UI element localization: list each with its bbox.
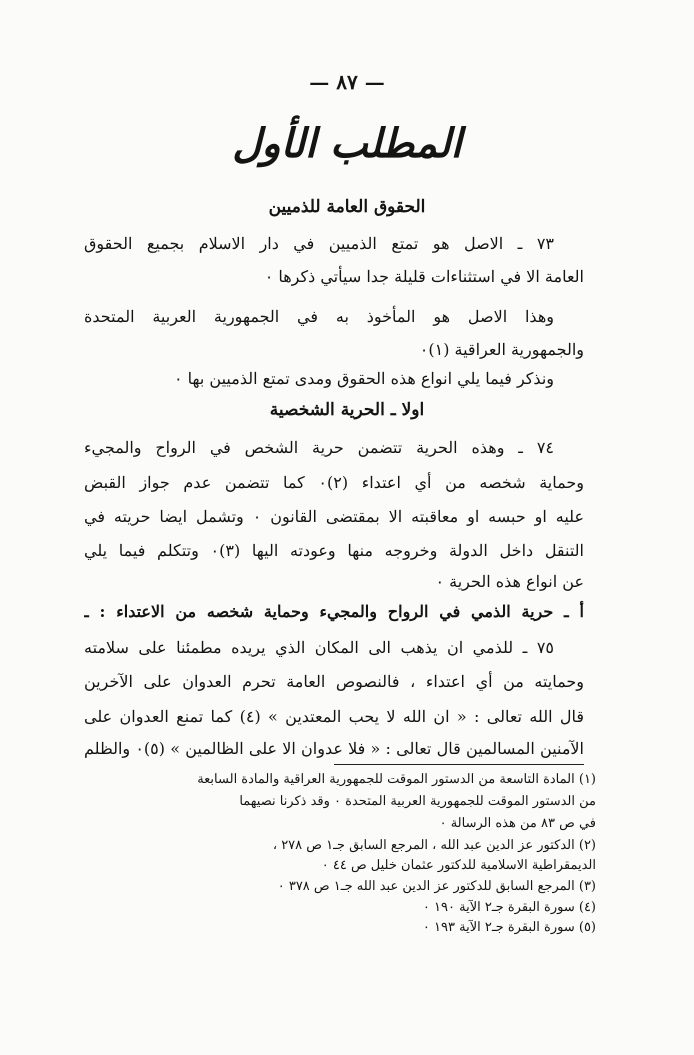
- paragraph-74-line-5: عن انواع هذه الحرية ٠: [435, 572, 584, 591]
- chapter-title: المطلب الأول: [232, 120, 462, 167]
- paragraph-adopted-line-2: والجمهورية العراقية (١)٠: [419, 340, 584, 359]
- paragraph-75-line-3: قال الله تعالى : « ان الله لا يحب المعتدين » (٤) كما تمنع العدوان على: [84, 707, 584, 726]
- footnote-4: (٤) سورة البقرة جـ٢ الآية ١٩٠ ٠: [422, 900, 596, 915]
- footnote-2-line-2: الديمقراطية الاسلامية للدكتور عثمان خليل ص ٤٤ ٠: [321, 858, 596, 873]
- paragraph-75-line-2: وحمايته من أي اعتداء ، فالنصوص العامة تحرم العدوان على الآخرين: [84, 672, 584, 691]
- footnote-1-line-1: (١) المادة التاسعة من الدستور الموقت للجمهورية العراقية والمادة السابعة: [197, 772, 596, 787]
- footnote-3: (٣) المرجع السابق للدكتور عز الدين عبد الله جـ١ ص ٣٧٨ ٠: [277, 879, 596, 894]
- paragraph-75-line-4: الآمنين المسالمين قال تعالى : « فلا عدوان الا على الظالمين » (٥)٠ والظلم: [84, 739, 584, 758]
- paragraph-74-line-4: التنقل داخل الدولة وخروجه منها وعودته اليها (٣)٠ وتتكلم فيما يلي: [84, 541, 584, 560]
- paragraph-73-line-1: ٧٣ ـ الاصل هو تمتع الذميين في دار الاسلام بجميع الحقوق: [84, 234, 554, 253]
- footnote-1-line-2: من الدستور الموقت للجمهورية العربية المتحدة ٠ وقد ذكرنا نصيهما: [239, 794, 596, 809]
- paragraph-adopted-line-1: وهذا الاصل هو المأخوذ به في الجمهورية العربية المتحدة: [84, 307, 554, 326]
- footnote-divider: [334, 764, 584, 765]
- footnote-1-line-3: في ص ٨٣ من هذه الرسالة ٠: [439, 816, 596, 831]
- page-number: — ٨٧ —: [309, 70, 385, 94]
- paragraph-74-line-2: وحماية شخصه من أي اعتداء (٢)٠ كما تتضمن عدم جواز القبض: [84, 473, 584, 492]
- paragraph-73-line-2: العامة الا في استثناءات قليلة جدا سيأتي ذكرها ٠: [264, 267, 584, 286]
- footnote-2-line-1: (٢) الدكتور عز الدين عبد الله ، المرجع السابق جـ١ ص ٢٧٨ ،: [272, 838, 596, 853]
- paragraph-75-line-1: ٧٥ ـ للذمي ان يذهب الى المكان الذي يريده مطمئنا على سلامته: [84, 638, 554, 657]
- subheading-movement-freedom: أ ـ حرية الذمي في الرواح والمجيء وحماية شخصه من الاعتداء : ـ: [84, 602, 584, 621]
- paragraph-74-line-3: عليه او حبسه او معاقبته الا بمقتضى القانون ٠ وتشمل ايضا حريته في: [84, 507, 584, 526]
- paragraph-intro: ونذكر فيما يلي انواع هذه الحقوق ومدى تمتع الذميين بها ٠: [173, 369, 554, 388]
- footnote-5: (٥) سورة البقرة جـ٢ الآية ١٩٣ ٠: [422, 920, 596, 935]
- paragraph-74-line-1: ٧٤ ـ وهذه الحرية تتضمن حرية الشخص في الرواح والمجيء: [84, 438, 554, 457]
- section-heading: الحقوق العامة للذميين: [268, 197, 426, 217]
- subheading-personal-freedom: اولا ـ الحرية الشخصية: [269, 400, 425, 420]
